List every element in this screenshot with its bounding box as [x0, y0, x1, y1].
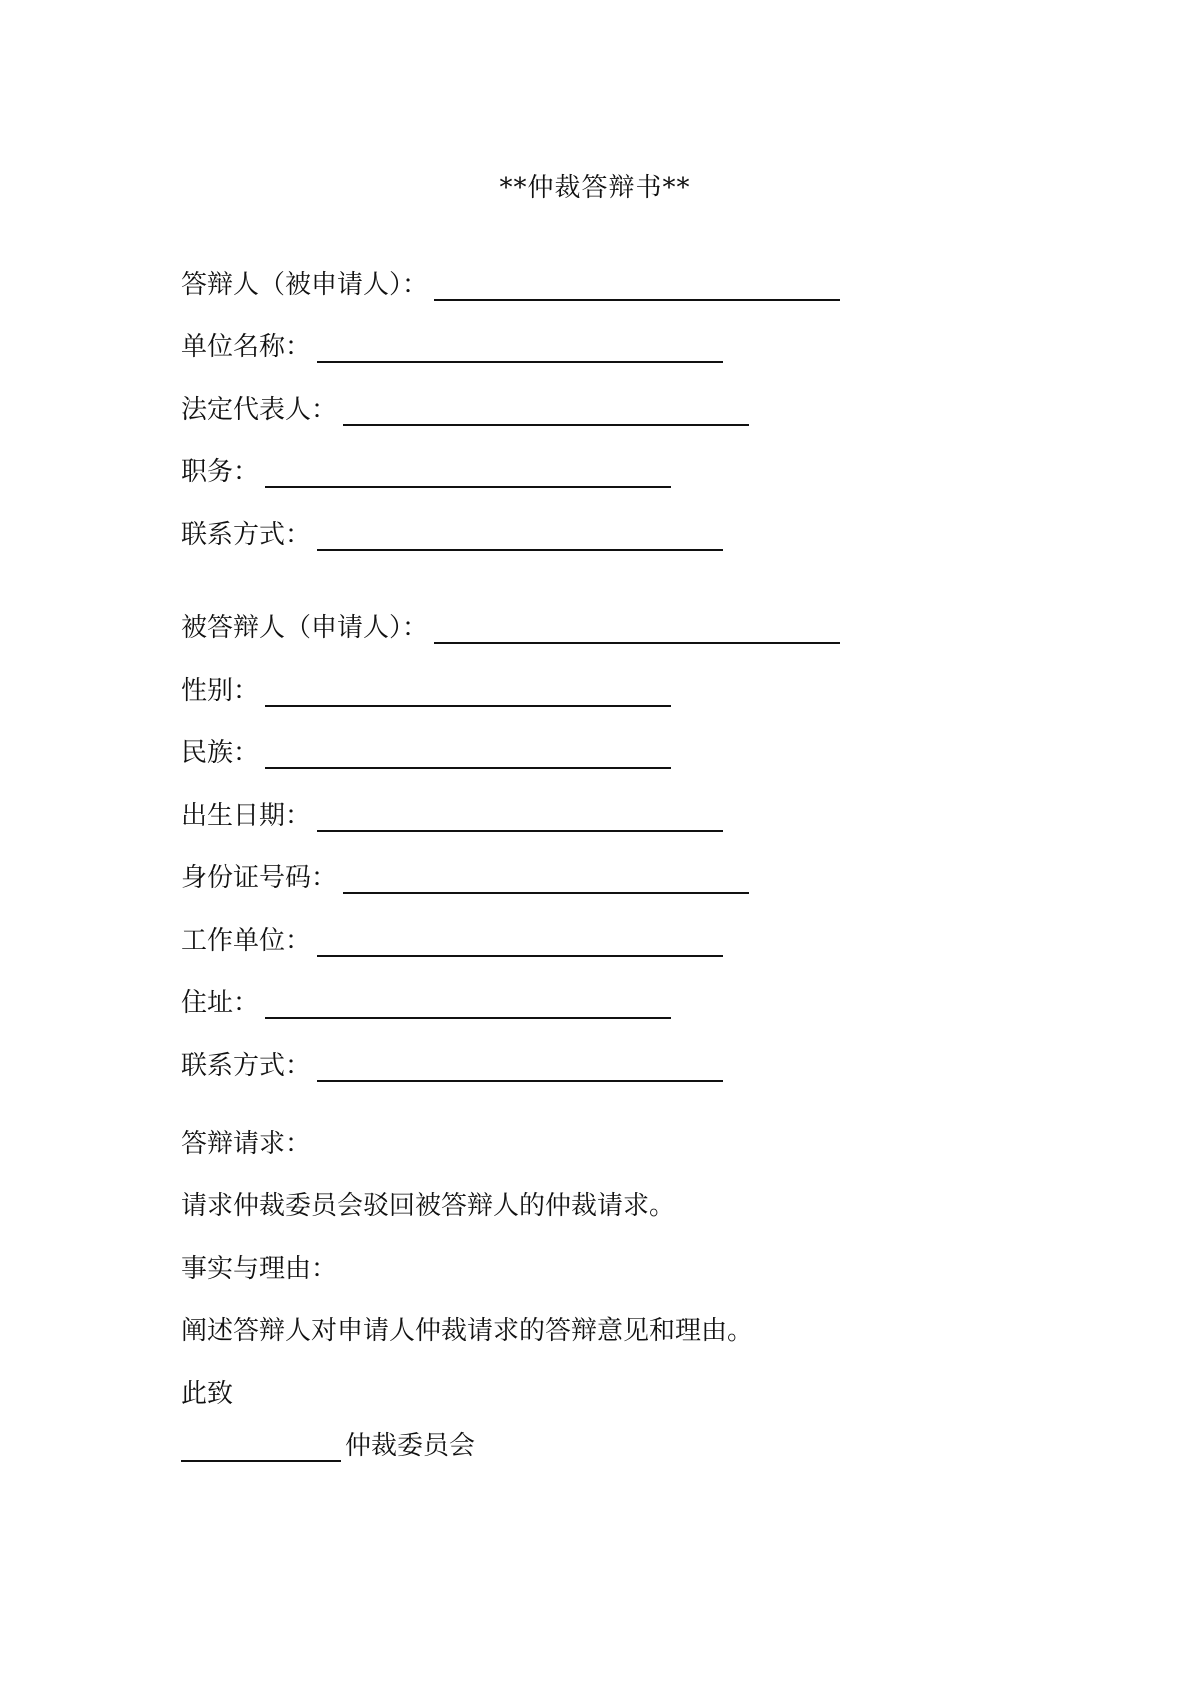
fill-in-blank [265, 705, 671, 707]
fill-in-blank [343, 424, 749, 426]
fill-in-blank [317, 361, 723, 363]
ethnicity-row [181, 731, 671, 771]
field-label: 出生日期： [181, 801, 312, 831]
recipient-line [181, 1424, 475, 1464]
fill-in-blank [265, 767, 671, 769]
closing-text: 此致 [181, 1379, 234, 1409]
field-label: 答辩人（被申请人）： [181, 270, 429, 300]
defense-request-heading: 答辩请求： [181, 1129, 312, 1159]
field-label: 职务： [181, 457, 260, 487]
field-label: 单位名称： [181, 332, 312, 362]
fill-in-blank [317, 955, 723, 957]
fill-in-blank [317, 1080, 723, 1082]
fill-in-blank [181, 1460, 341, 1462]
recipient-suffix: 仲裁委员会 [345, 1431, 476, 1461]
document-title: **仲裁答辩书** [499, 173, 691, 203]
field-label: 联系方式： [181, 1051, 312, 1081]
birth-date-row [181, 794, 723, 834]
facts-heading: 事实与理由： [181, 1254, 338, 1284]
position-row [181, 450, 671, 490]
field-label: 身份证号码： [181, 863, 338, 893]
workplace-row [181, 919, 723, 959]
fill-in-blank [265, 1017, 671, 1019]
field-label: 民族： [181, 738, 260, 768]
address-row [181, 981, 671, 1021]
fill-in-blank [317, 549, 723, 551]
field-label: 被答辩人（申请人）： [181, 613, 429, 643]
applicant-contact-row [181, 1044, 723, 1084]
fill-in-blank [265, 486, 671, 488]
id-number-row [181, 856, 749, 896]
fill-in-blank [343, 892, 749, 894]
fill-in-blank [434, 299, 840, 301]
facts-text: 阐述答辩人对申请人仲裁请求的答辩意见和理由。 [181, 1316, 754, 1346]
field-label: 工作单位： [181, 926, 312, 956]
company-name-row [181, 325, 723, 365]
field-label: 住址： [181, 988, 260, 1018]
gender-row [181, 669, 671, 709]
legal-representative-row [181, 388, 749, 428]
applicant-name-row [181, 606, 840, 646]
defense-request-text: 请求仲裁委员会驳回被答辩人的仲裁请求。 [181, 1191, 676, 1221]
field-label: 法定代表人： [181, 395, 338, 425]
respondent-contact-row [181, 513, 723, 553]
field-label: 性别： [181, 676, 260, 706]
fill-in-blank [434, 642, 840, 644]
respondent-name-row [181, 263, 840, 303]
field-label: 联系方式： [181, 520, 312, 550]
fill-in-blank [317, 830, 723, 832]
